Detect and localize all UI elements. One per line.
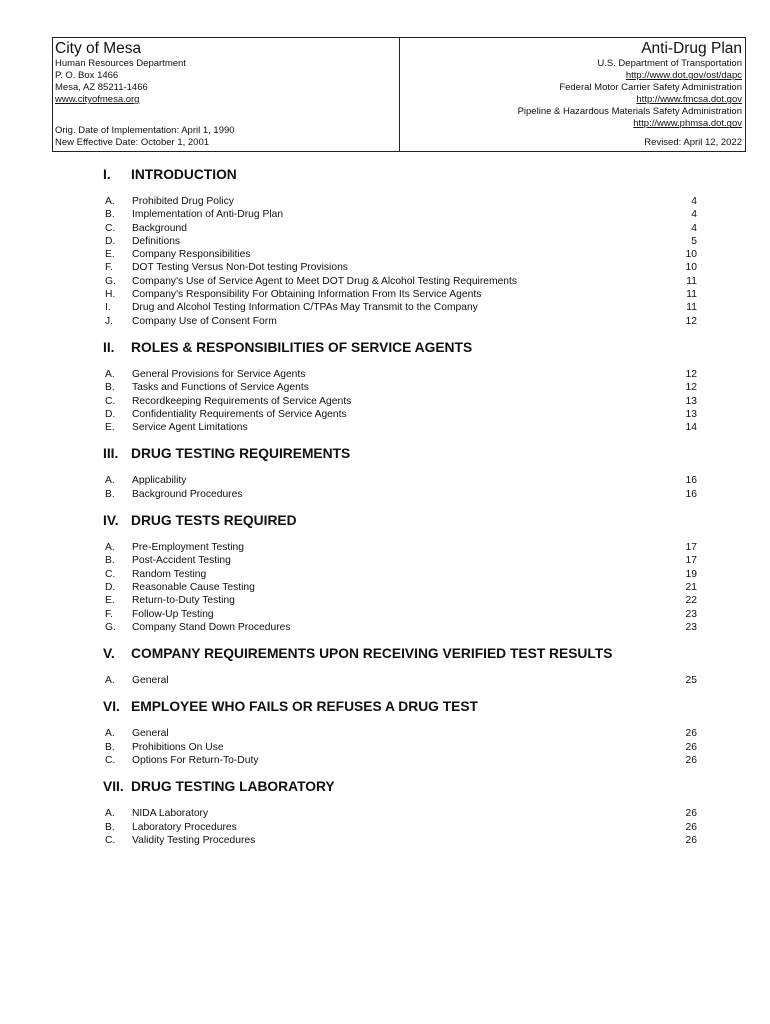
entry-page-number: 10 <box>685 262 697 274</box>
entry-page-number: 12 <box>685 368 697 380</box>
entry-title: Company Use of Consent Form <box>132 315 277 327</box>
toc-entry <box>103 727 697 740</box>
entry-title: DOT Testing Versus Non-Dot testing Provisions <box>132 262 348 274</box>
table-of-contents <box>103 166 697 858</box>
entry-title: Service Agent Limitations <box>132 422 248 434</box>
entry-letter: B. <box>105 488 115 500</box>
entry-letter: F. <box>105 262 114 274</box>
entry-letter: J. <box>105 315 114 327</box>
entry-letter: C. <box>105 834 116 846</box>
entry-letter: C. <box>105 568 116 580</box>
fmcsa-line: Federal Motor Carrier Safety Administration <box>559 82 742 94</box>
entry-title: Validity Testing Procedures <box>132 834 256 846</box>
header-right-column <box>400 38 745 151</box>
section-number: I. <box>103 167 111 182</box>
section-number: III. <box>103 446 119 462</box>
toc-section <box>103 778 697 847</box>
organization-title: City of Mesa <box>55 40 142 57</box>
toc-entry <box>103 621 697 634</box>
entry-title: Company Stand Down Procedures <box>132 621 291 633</box>
toc-entry <box>103 834 697 847</box>
section-number: VII. <box>103 779 124 795</box>
toc-entry <box>103 288 697 301</box>
plan-title: Anti-Drug Plan <box>641 40 742 57</box>
entry-title: General Provisions for Service Agents <box>132 368 306 380</box>
toc-entry <box>103 821 697 834</box>
toc-entry <box>103 408 697 421</box>
section-items <box>103 368 697 434</box>
toc-entry <box>103 222 697 235</box>
entry-letter: A. <box>105 675 115 687</box>
toc-entry <box>103 754 697 767</box>
entry-page-number: 4 <box>691 209 697 221</box>
toc-section <box>103 698 697 767</box>
entry-page-number: 23 <box>685 608 697 620</box>
entry-title: NIDA Laboratory <box>132 808 209 820</box>
entry-letter: D. <box>105 408 116 420</box>
entry-page-number: 26 <box>685 728 697 740</box>
entry-letter: C. <box>105 395 116 407</box>
toc-section <box>103 166 697 328</box>
entry-title: Company's Responsibility For Obtaining Information From Its Service Agents <box>132 289 482 301</box>
entry-title: Definitions <box>132 235 181 247</box>
entry-letter: G. <box>105 621 116 633</box>
section-number: VI. <box>103 699 120 715</box>
city-line: Mesa, AZ 85211-1466 <box>55 82 148 94</box>
toc-entry <box>103 315 697 328</box>
section-title: DRUG TESTS REQUIRED <box>131 513 297 529</box>
entry-page-number: 17 <box>685 542 697 554</box>
section-number: IV. <box>103 513 119 529</box>
entry-letter: E. <box>105 422 115 434</box>
entry-title: Return-to-Duty Testing <box>132 595 235 607</box>
section-title: DRUG TESTING LABORATORY <box>131 779 335 795</box>
section-items <box>103 541 697 634</box>
entry-letter: E. <box>105 595 115 607</box>
orig-implementation-date: Orig. Date of Implementation: April 1, 1990 <box>55 125 235 136</box>
entry-title: Options For Return-To-Duty <box>132 755 259 767</box>
entry-page-number: 26 <box>685 741 697 753</box>
entry-page-number: 13 <box>685 395 697 407</box>
entry-title: Company's Use of Service Agent to Meet DOT Drug & Alcohol Testing Requirements <box>132 275 518 287</box>
entry-page-number: 16 <box>685 475 697 487</box>
entry-letter: A. <box>105 475 115 487</box>
entry-title: Implementation of Anti-Drug Plan <box>132 209 284 221</box>
document-header <box>52 37 746 152</box>
toc-entry <box>103 275 697 288</box>
department-line: Human Resources Department <box>55 58 186 69</box>
section-title: INTRODUCTION <box>131 167 237 182</box>
entry-letter: D. <box>105 581 116 593</box>
section-heading <box>103 339 697 357</box>
toc-entry <box>103 741 697 754</box>
toc-entry <box>103 235 697 248</box>
toc-entry <box>103 474 697 487</box>
toc-entry <box>103 395 697 408</box>
entry-page-number: 4 <box>691 196 697 207</box>
entry-page-number: 26 <box>685 808 697 820</box>
entry-page-number: 16 <box>685 488 697 500</box>
entry-page-number: 4 <box>691 222 697 234</box>
section-number: V. <box>103 646 115 662</box>
entry-page-number: 22 <box>685 595 697 607</box>
entry-page-number: 12 <box>685 315 697 327</box>
entry-letter: A. <box>105 808 115 820</box>
toc-entry <box>103 381 697 394</box>
toc-entry <box>103 208 697 221</box>
section-title: ROLES & RESPONSIBILITIES OF SERVICE AGENTS <box>131 339 473 355</box>
entry-page-number: 17 <box>685 555 697 567</box>
entry-page-number: 21 <box>685 581 697 593</box>
header-dates <box>55 125 235 149</box>
entry-page-number: 11 <box>686 275 697 287</box>
toc-entry <box>103 568 697 581</box>
effective-date: New Effective Date: October 1, 2001 <box>55 137 210 148</box>
toc-entry <box>103 301 697 314</box>
entry-letter: A. <box>105 542 115 554</box>
section-items <box>103 195 697 328</box>
entry-letter: B. <box>105 555 115 567</box>
entry-title: Post-Accident Testing <box>132 555 231 567</box>
section-items <box>103 727 697 767</box>
entry-page-number: 11 <box>686 289 697 301</box>
section-heading <box>103 645 697 663</box>
toc-section <box>103 512 697 634</box>
toc-entry <box>103 368 697 381</box>
dot-line: U.S. Department of Transportation <box>597 58 742 69</box>
toc-entry <box>103 608 697 621</box>
entry-title: Reasonable Cause Testing <box>132 581 255 593</box>
section-items <box>103 474 697 501</box>
entry-title: Prohibited Drug Policy <box>132 196 234 207</box>
toc-entry <box>103 195 697 208</box>
entry-title: Confidentiality Requirements of Service Agents <box>132 408 347 420</box>
entry-title: Recordkeeping Requirements of Service Agents <box>132 395 352 407</box>
toc-entry <box>103 581 697 594</box>
entry-letter: D. <box>105 235 116 247</box>
dot-link[interactable]: http://www.dot.gov/ost/dapc <box>625 70 742 82</box>
section-number: II. <box>103 339 115 355</box>
entry-page-number: 13 <box>685 408 697 420</box>
toc-entry <box>103 594 697 607</box>
entry-letter: B. <box>105 209 115 221</box>
toc-entry <box>103 674 697 687</box>
fmcsa-link[interactable]: http://www.fmcsa.dot.gov <box>636 94 742 106</box>
toc-section <box>103 645 697 687</box>
revised-date: Revised: April 12, 2022 <box>644 137 742 148</box>
entry-page-number: 11 <box>686 302 697 314</box>
entry-letter: A. <box>105 368 115 380</box>
entry-letter: E. <box>105 249 115 261</box>
entry-title: General <box>132 675 169 687</box>
section-title: DRUG TESTING REQUIREMENTS <box>131 446 351 462</box>
phmsa-line: Pipeline & Hazardous Materials Safety Administration <box>517 106 742 118</box>
toc-entry <box>103 248 697 261</box>
entry-title: Background <box>132 222 187 234</box>
entry-letter: H. <box>105 289 116 301</box>
city-website-link[interactable]: www.cityofmesa.org <box>55 94 140 106</box>
phmsa-link[interactable]: http://www.phmsa.dot.gov <box>633 118 742 130</box>
entry-title: Laboratory Procedures <box>132 821 237 833</box>
po-box-line: P. O. Box 1466 <box>55 70 119 82</box>
entry-title: Drug and Alcohol Testing Information C/TPAs May Transmit to the Company <box>132 302 478 314</box>
entry-letter: C. <box>105 755 116 767</box>
entry-letter: A. <box>105 728 115 740</box>
section-heading <box>103 778 697 796</box>
section-heading <box>103 512 697 530</box>
section-heading <box>103 698 697 716</box>
section-title: EMPLOYEE WHO FAILS OR REFUSES A DRUG TEST <box>131 699 478 715</box>
entry-letter: G. <box>105 275 116 287</box>
entry-title: Company Responsibilities <box>132 249 251 261</box>
entry-page-number: 23 <box>685 621 697 633</box>
toc-entry <box>103 554 697 567</box>
entry-title: Pre-Employment Testing <box>132 542 244 554</box>
toc-entry <box>103 541 697 554</box>
entry-page-number: 19 <box>685 568 697 580</box>
entry-page-number: 5 <box>691 235 697 247</box>
toc-section <box>103 339 697 434</box>
entry-title: Tasks and Functions of Service Agents <box>132 382 309 394</box>
entry-page-number: 10 <box>685 249 697 261</box>
entry-letter: B. <box>105 382 115 394</box>
entry-title: Follow-Up Testing <box>132 608 214 620</box>
entry-letter: C. <box>105 222 116 234</box>
toc-entry <box>103 261 697 274</box>
entry-page-number: 14 <box>685 422 697 434</box>
entry-title: General <box>132 728 169 740</box>
entry-page-number: 26 <box>685 834 697 846</box>
header-left-column <box>53 38 400 151</box>
section-heading <box>103 445 697 463</box>
entry-page-number: 25 <box>685 675 697 687</box>
section-title: COMPANY REQUIREMENTS UPON RECEIVING VERIFIED TEST RESULTS <box>131 646 613 662</box>
entry-title: Applicability <box>132 475 187 487</box>
entry-letter: I. <box>105 302 111 314</box>
toc-entry <box>103 421 697 434</box>
toc-entry <box>103 488 697 501</box>
entry-letter: A. <box>105 196 115 207</box>
entry-title: Prohibitions On Use <box>132 741 224 753</box>
section-heading <box>103 166 697 184</box>
entry-title: Background Procedures <box>132 488 243 500</box>
entry-page-number: 26 <box>685 821 697 833</box>
section-items <box>103 807 697 847</box>
entry-page-number: 12 <box>685 382 697 394</box>
entry-letter: B. <box>105 741 115 753</box>
toc-section <box>103 445 697 501</box>
section-items <box>103 674 697 687</box>
toc-entry <box>103 807 697 820</box>
entry-letter: B. <box>105 821 115 833</box>
entry-title: Random Testing <box>132 568 207 580</box>
entry-letter: F. <box>105 608 114 620</box>
entry-page-number: 26 <box>685 755 697 767</box>
